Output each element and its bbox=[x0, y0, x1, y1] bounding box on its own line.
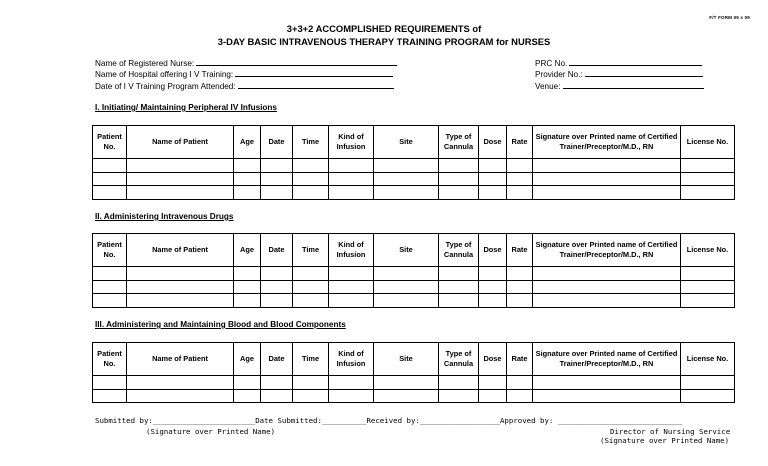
table-cell[interactable] bbox=[261, 159, 293, 173]
table-cell[interactable] bbox=[533, 186, 681, 200]
table-cell[interactable] bbox=[329, 376, 374, 390]
table-cell[interactable] bbox=[261, 267, 293, 281]
table-cell[interactable] bbox=[127, 159, 234, 173]
requirements-table bbox=[92, 342, 735, 403]
table-row bbox=[93, 294, 735, 308]
table-cell[interactable] bbox=[127, 294, 234, 308]
table-cell[interactable] bbox=[293, 267, 329, 281]
table-cell[interactable] bbox=[93, 389, 127, 403]
prc-field: PRC No. bbox=[535, 58, 704, 69]
table-cell[interactable] bbox=[374, 294, 439, 308]
column-header: Name of Patient bbox=[127, 126, 234, 159]
nurse-name-field: Name of Registered Nurse: bbox=[95, 58, 397, 69]
column-header: Name of Patient bbox=[127, 234, 234, 267]
table-cell[interactable] bbox=[293, 294, 329, 308]
table-cell[interactable] bbox=[681, 172, 735, 186]
table-cell[interactable] bbox=[479, 186, 507, 200]
column-header: Date bbox=[261, 126, 293, 159]
training-date-field: Date of I V Training Program Attended: bbox=[95, 81, 397, 92]
footer-line1: Submitted by:_______________________Date Submitted:__________Received by:__________________Approved by: ____________________________ bbox=[95, 416, 683, 425]
table-row bbox=[93, 267, 735, 281]
table-cell[interactable] bbox=[439, 294, 479, 308]
table-cell[interactable] bbox=[533, 376, 681, 390]
table-cell[interactable] bbox=[479, 267, 507, 281]
column-header: Signature over Printed name of Certified Trainer/Preceptor/M.D., RN bbox=[533, 234, 681, 267]
table-cell[interactable] bbox=[439, 186, 479, 200]
table-cell[interactable] bbox=[127, 376, 234, 390]
form-title bbox=[0, 22, 768, 48]
column-header: Time bbox=[293, 234, 329, 267]
table-cell[interactable] bbox=[439, 267, 479, 281]
table-row bbox=[93, 389, 735, 403]
form-code: F/T FORM 09 s 09 bbox=[709, 15, 750, 20]
table-row bbox=[93, 186, 735, 200]
table-cell[interactable] bbox=[533, 389, 681, 403]
table-cell[interactable] bbox=[93, 280, 127, 294]
table-cell[interactable] bbox=[439, 172, 479, 186]
table-cell[interactable] bbox=[93, 172, 127, 186]
table-cell[interactable] bbox=[293, 172, 329, 186]
table-cell[interactable] bbox=[261, 186, 293, 200]
column-header: Rate bbox=[507, 343, 533, 376]
column-header: Kind of Infusion bbox=[329, 343, 374, 376]
table-cell[interactable] bbox=[261, 294, 293, 308]
table-cell[interactable] bbox=[439, 159, 479, 173]
table-cell[interactable] bbox=[329, 159, 374, 173]
table-cell[interactable] bbox=[507, 172, 533, 186]
section-title: II. Administering Intravenous Drugs bbox=[95, 212, 234, 221]
table-cell[interactable] bbox=[681, 159, 735, 173]
hospital-line[interactable] bbox=[235, 69, 393, 77]
requirements-table bbox=[92, 125, 735, 200]
column-header: Signature over Printed name of Certified Trainer/Preceptor/M.D., RN bbox=[533, 126, 681, 159]
column-header: Date bbox=[261, 234, 293, 267]
column-header: Age bbox=[234, 343, 261, 376]
section-title: I. Initiating/ Maintaining Peripheral IV Infusions bbox=[95, 103, 277, 112]
prc-line[interactable] bbox=[569, 58, 702, 66]
form-title-line1: 3+3+2 ACCOMPLISHED REQUIREMENTS of bbox=[286, 23, 482, 34]
table-cell[interactable] bbox=[261, 389, 293, 403]
table-cell[interactable] bbox=[329, 172, 374, 186]
training-date-line[interactable] bbox=[238, 81, 394, 89]
column-header: Type of Cannula bbox=[439, 343, 479, 376]
table-cell[interactable] bbox=[507, 389, 533, 403]
table-cell[interactable] bbox=[93, 294, 127, 308]
column-header: Kind of Infusion bbox=[329, 126, 374, 159]
provider-line[interactable] bbox=[585, 69, 703, 77]
table-cell[interactable] bbox=[439, 389, 479, 403]
table-cell[interactable] bbox=[127, 267, 234, 281]
column-header: Patient No. bbox=[93, 126, 127, 159]
table-header-row bbox=[93, 126, 735, 159]
table-cell[interactable] bbox=[479, 294, 507, 308]
table-cell[interactable] bbox=[261, 280, 293, 294]
column-header: Rate bbox=[507, 234, 533, 267]
table-cell[interactable] bbox=[479, 159, 507, 173]
column-header: Type of Cannula bbox=[439, 234, 479, 267]
nurse-name-line[interactable] bbox=[196, 58, 397, 66]
table-cell[interactable] bbox=[234, 389, 261, 403]
table-cell[interactable] bbox=[507, 294, 533, 308]
table-cell[interactable] bbox=[234, 376, 261, 390]
table-cell[interactable] bbox=[479, 172, 507, 186]
table-cell[interactable] bbox=[533, 172, 681, 186]
info-fields-left bbox=[95, 58, 397, 92]
signature-caption-left: (Signature over Printed Name) bbox=[146, 427, 276, 436]
column-header: Time bbox=[293, 126, 329, 159]
table-cell[interactable] bbox=[93, 159, 127, 173]
table-cell[interactable] bbox=[234, 294, 261, 308]
table-cell[interactable] bbox=[439, 280, 479, 294]
table-cell[interactable] bbox=[293, 280, 329, 294]
form-title-line2: 3-DAY BASIC INTRAVENOUS THERAPY TRAINING PROGRAM for NURSES bbox=[217, 36, 551, 47]
table-cell[interactable] bbox=[127, 389, 234, 403]
table-cell[interactable] bbox=[293, 186, 329, 200]
column-header: Date bbox=[261, 343, 293, 376]
signature-caption-right: (Signature over Printed Name) bbox=[600, 436, 730, 445]
table-row bbox=[93, 159, 735, 173]
table-cell[interactable] bbox=[293, 389, 329, 403]
column-header: Type of Cannula bbox=[439, 126, 479, 159]
table-cell[interactable] bbox=[234, 172, 261, 186]
column-header: Dose bbox=[479, 126, 507, 159]
table-cell[interactable] bbox=[681, 186, 735, 200]
table-cell[interactable] bbox=[374, 376, 439, 390]
table-cell[interactable] bbox=[293, 159, 329, 173]
column-header: Signature over Printed name of Certified Trainer/Preceptor/M.D., RN bbox=[533, 343, 681, 376]
table-cell[interactable] bbox=[374, 172, 439, 186]
column-header: Site bbox=[374, 343, 439, 376]
column-header: Rate bbox=[507, 126, 533, 159]
table-cell[interactable] bbox=[234, 159, 261, 173]
table-cell[interactable] bbox=[681, 389, 735, 403]
table-row bbox=[93, 172, 735, 186]
table-cell[interactable] bbox=[681, 376, 735, 390]
table-cell[interactable] bbox=[507, 186, 533, 200]
table-cell[interactable] bbox=[293, 376, 329, 390]
table-cell[interactable] bbox=[439, 376, 479, 390]
table-header-row bbox=[93, 343, 735, 376]
column-header: Patient No. bbox=[93, 343, 127, 376]
table-header-row bbox=[93, 234, 735, 267]
table-cell[interactable] bbox=[533, 159, 681, 173]
info-fields-right bbox=[535, 58, 704, 92]
table-cell[interactable] bbox=[507, 159, 533, 173]
table-cell[interactable] bbox=[681, 280, 735, 294]
column-header: License No. bbox=[681, 234, 735, 267]
section-title: III. Administering and Maintaining Blood and Blood Components bbox=[95, 320, 346, 329]
table-row bbox=[93, 280, 735, 294]
venue-field: Venue: bbox=[535, 81, 704, 92]
table-cell[interactable] bbox=[681, 294, 735, 308]
column-header: Site bbox=[374, 234, 439, 267]
provider-field: Provider No.: bbox=[535, 69, 704, 80]
column-header: Dose bbox=[479, 343, 507, 376]
table-cell[interactable] bbox=[127, 280, 234, 294]
column-header: License No. bbox=[681, 343, 735, 376]
table-cell[interactable] bbox=[93, 267, 127, 281]
column-header: Kind of Infusion bbox=[329, 234, 374, 267]
column-header: Age bbox=[234, 234, 261, 267]
table-cell[interactable] bbox=[374, 389, 439, 403]
column-header: Dose bbox=[479, 234, 507, 267]
column-header: License No. bbox=[681, 126, 735, 159]
table-cell[interactable] bbox=[533, 280, 681, 294]
table-cell[interactable] bbox=[507, 267, 533, 281]
table-cell[interactable] bbox=[374, 186, 439, 200]
requirements-table bbox=[92, 233, 735, 308]
table-cell[interactable] bbox=[329, 280, 374, 294]
table-cell[interactable] bbox=[329, 186, 374, 200]
column-header: Age bbox=[234, 126, 261, 159]
column-header: Site bbox=[374, 126, 439, 159]
hospital-field: Name of Hospital offering I V Training: bbox=[95, 69, 397, 80]
table-cell[interactable] bbox=[374, 159, 439, 173]
table-cell[interactable] bbox=[374, 267, 439, 281]
table-cell[interactable] bbox=[127, 172, 234, 186]
table-cell[interactable] bbox=[479, 389, 507, 403]
table-cell[interactable] bbox=[329, 389, 374, 403]
table-cell[interactable] bbox=[93, 186, 127, 200]
table-cell[interactable] bbox=[261, 172, 293, 186]
table-cell[interactable] bbox=[261, 376, 293, 390]
director-caption: Director of Nursing Service bbox=[610, 427, 731, 436]
table-cell[interactable] bbox=[507, 280, 533, 294]
venue-line[interactable] bbox=[563, 81, 704, 89]
table-cell[interactable] bbox=[374, 280, 439, 294]
table-cell[interactable] bbox=[479, 280, 507, 294]
column-header: Time bbox=[293, 343, 329, 376]
column-header: Name of Patient bbox=[127, 343, 234, 376]
table-cell[interactable] bbox=[507, 376, 533, 390]
table-cell[interactable] bbox=[329, 267, 374, 281]
table-cell[interactable] bbox=[533, 294, 681, 308]
table-cell[interactable] bbox=[329, 294, 374, 308]
table-cell[interactable] bbox=[234, 280, 261, 294]
table-row bbox=[93, 376, 735, 390]
table-cell[interactable] bbox=[479, 376, 507, 390]
table-cell[interactable] bbox=[234, 186, 261, 200]
column-header: Patient No. bbox=[93, 234, 127, 267]
table-cell[interactable] bbox=[234, 267, 261, 281]
table-cell[interactable] bbox=[93, 376, 127, 390]
table-cell[interactable] bbox=[533, 267, 681, 281]
table-cell[interactable] bbox=[681, 267, 735, 281]
table-cell[interactable] bbox=[127, 186, 234, 200]
